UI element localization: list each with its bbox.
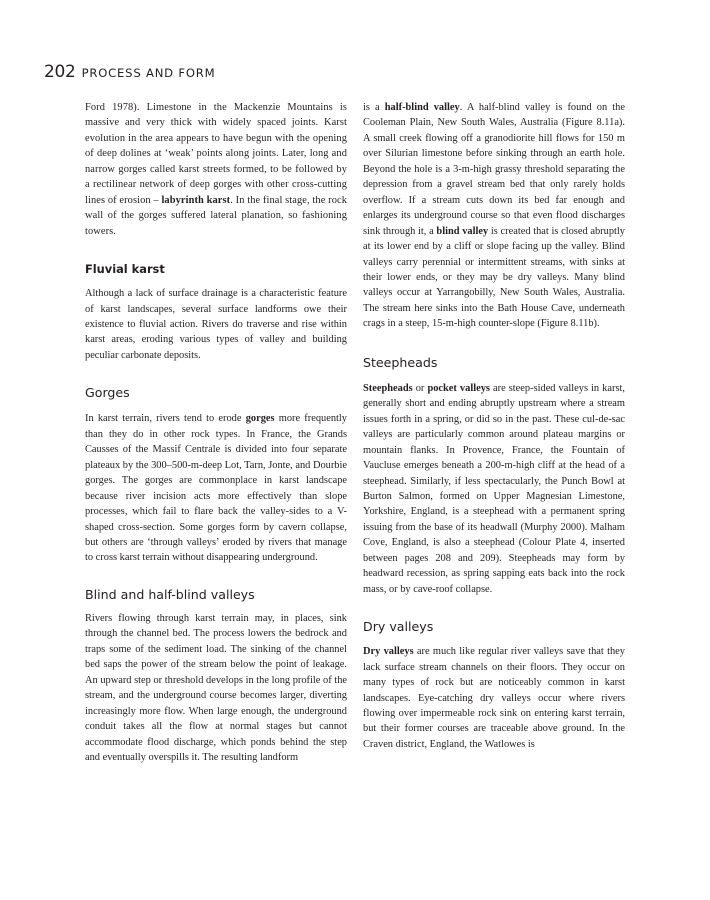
page-header	[44, 62, 215, 84]
section-heading-gorges: Gorges	[85, 385, 130, 401]
paragraph: Although a lack of surface drainage is a characteristic feature of karst landscapes, several surface landforms owe their existence to fluvial action. Rivers do traverse and rise within karst areas, eroding various types of valley and building peculiar carbonate deposits.	[85, 288, 347, 361]
paragraph: Steepheads or pocket valleys are steep-sided valleys in karst, generally short and ending abruptly upstream where a stream issues forth in a spring, or did so in the past. These cul-de-sac valleys are particularly common around plateau margins or mountain flanks. In Provence, France, the Fountain of Vaucluse emerges beneath a 200-m-high cliff at the head of a steephead. Similarly, if less spectacularly, the Punch Bowl at Burton Salmon, formed on Upper Magnesian Limestone, Yorkshire, England, is a steephead with a permanent spring issuing from the base of its headwall (Murphy 2000). Malham Cove, England, is also a steephead (Colour Plate 4, inserted between pages 208 and 209). Steepheads may form by headward recession, as spring sapping eats back into the rock mass, or by cave-roof collapse.	[363, 382, 625, 595]
running-head: PROCESS AND FORM	[81, 66, 216, 80]
paragraph: Ford 1978). Limestone in the Mackenzie Mountains is massive and very thick with widely spaced joints. Karst evolution in the area appears to have begun with the opening of deep dolines at ‘weak’ points along joints. Later, long and narrow gorges called karst streets formed, to be followed by a rectilinear network of deep gorges with other cross-cutting lines of erosion – labyrinth karst. In the final stage, the rock wall of the gorges suffered lateral planation, so fashioning towers.	[85, 102, 347, 237]
page-number: 202	[44, 62, 76, 82]
term-pocket-valleys: pocket valleys	[427, 382, 490, 394]
left-column	[85, 100, 347, 765]
term-blind-valley: blind valley	[436, 225, 489, 237]
section-heading-blind-valleys: Blind and half-blind valleys	[85, 586, 255, 602]
paragraph: Rivers flowing through karst terrain may, in places, sink through the channel bed. The process lowers the bedrock and traps some of the sediment load. The sinking of the channel bed saps the power of the stream below the point of leakage. An upward step or threshold develops in the long profile of the stream, and the underground course becomes larger, diverting increasingly more flow. When large enough, the underground conduit takes all the flow at normal stages but cannot accommodate flood discharge, which ponds behind the step and eventually overspills it. The resulting landform	[85, 612, 347, 763]
term-steepheads: Steepheads	[363, 382, 413, 394]
right-column	[363, 100, 625, 752]
paragraph: In karst terrain, rivers tend to erode gorges more frequently than they do in other rock types. In France, the Grands Causses of the Massif Centrale is divided into four separate plateaux by the 300–500-m-deep Lot, Tarn, Jonte, and Dourbie gorges. The gorges are commonplace in karst landscape because river incision acts more effectively than slope processes, which fail to flare back the valley-sides to a V-shaped cross-section. Some gorges form by cavern collapse, but others are ‘through valleys’ eroded by rivers that manage to cross karst terrain without disappearing underground.	[85, 413, 347, 564]
term-gorges: gorges	[245, 413, 275, 425]
section-heading-fluvial-karst: Fluvial karst	[85, 262, 165, 277]
term-labyrinth-karst: labyrinth karst	[161, 194, 231, 206]
paragraph: Dry valleys are much like regular river valleys save that they lack surface stream channels on their floors. They occur on many types of rock but are noticeably common in karst landscapes. Eye-catching dry valleys occur where rivers flowing over impermeable rock sink on entering karst terrain, but their former courses are traceable above ground. In the Craven district, England, the Watlowes is	[363, 646, 625, 750]
section-heading-steepheads: Steepheads	[363, 354, 438, 370]
section-heading-dry-valleys: Dry valleys	[363, 619, 434, 635]
term-half-blind-valley: half-blind valley	[384, 102, 460, 113]
paragraph: is a half-blind valley. A half-blind valley is found on the Cooleman Plain, New South Wales, Australia (Figure 8.11a). A small creek flowing off a granodiorite hill flows for 150 m over Silurian limestone before sinking through an earth hole. Beyond the hole is a 3-m-high grassy threshold separating the depression from a gravel stream bed that only rarely holds overflow. If a stream cuts down its bed far enough and enlarges its underground course so that even flood discharges sink through it, a blind valley is created that is closed abruptly at its lower end by a cliff or slope facing up the valley. Blind valleys carry perennial or intermittent streams, with sinks at their lower ends, or they may be dry valleys. Many blind valleys occur at Yarrangobilly, New South Wales, Australia. The stream here sinks into the Bath House Cave, underneath crags in a steep, 15-m-high counter-slope (Figure 8.11b).	[363, 102, 625, 330]
term-dry-valleys: Dry valleys	[363, 646, 414, 658]
